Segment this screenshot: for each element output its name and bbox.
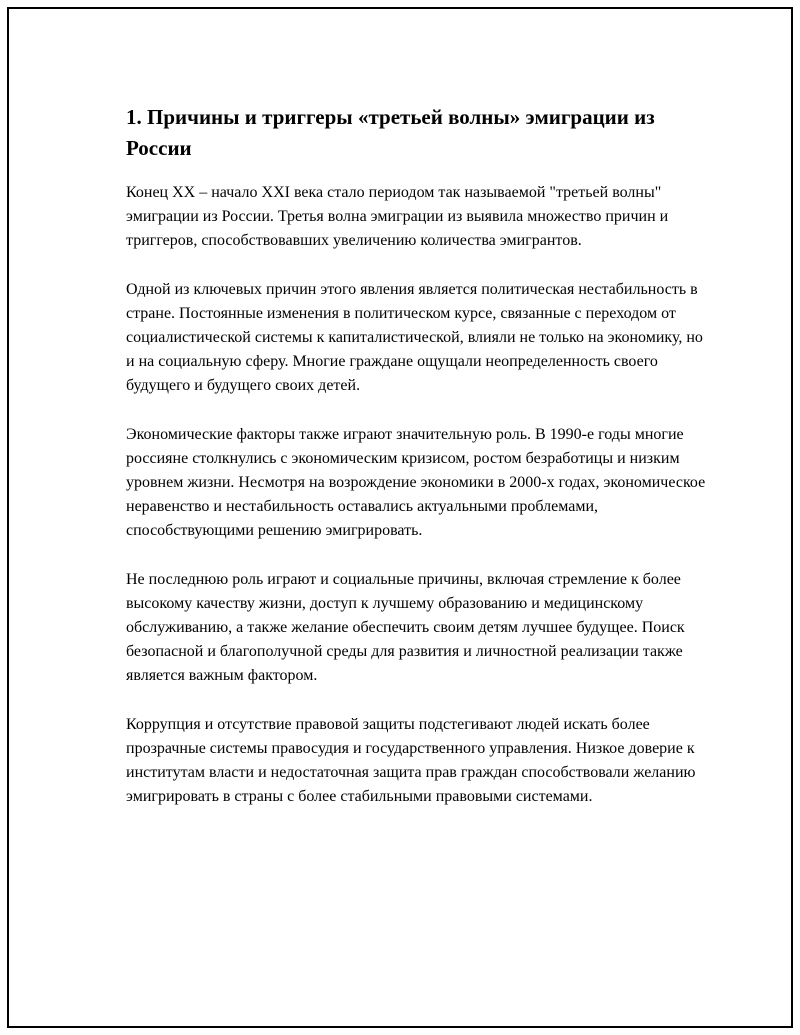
paragraph-intro: Конец XX – начало XXI века стало периодом так называемой "третьей волны" эмиграции из России. Третья волна эмиграции из выявила множество причин и триггеров, способствовавших увеличению количества эмигрантов. — [126, 184, 669, 250]
document-body — [126, 102, 706, 809]
paragraph-legal: Коррупция и отсутствие правовой защиты подстегивают людей искать более прозрачные системы правосудия и государственного управления. Низкое доверие к институтам власти и недостаточная защита прав граждан способствовали желанию эмигрировать в страны с более стабильными правовыми системами. — [126, 715, 696, 806]
paragraph-economic: Экономические факторы также играют значительную роль. В 1990-е годы многие россияне столкнулись с экономическим кризисом, ростом безработицы и низким уровнем жизни. Несмотря на возрождение экономики в 2000-х годах, экономическое неравенство и нестабильность оставались актуальными проблемами, способствующими решению эмигрировать. — [126, 425, 706, 540]
paragraph-political: Одной из ключевых причин этого явления является политическая нестабильность в стране. Постоянные изменения в политическом курсе, связанные с переходом от социалистической системы к капиталистической, влияли не только на экономику, но и на социальную сферу. Многие граждане ощущали неопределенность своего будущего и будущего своих детей. — [126, 280, 703, 395]
page-border — [7, 7, 793, 1028]
section-heading: 1. Причины и триггеры «третьей волны» эмиграции из России — [126, 105, 655, 160]
paragraph-social: Не последнюю роль играют и социальные причины, включая стремление к более высокому качеству жизни, доступ к лучшему образованию и медицинскому обслуживанию, а также желание обеспечить своим детям лучшее будущее. Поиск безопасной и благополучной среды для развития и личностной реализации также является важным фактором. — [126, 570, 685, 685]
